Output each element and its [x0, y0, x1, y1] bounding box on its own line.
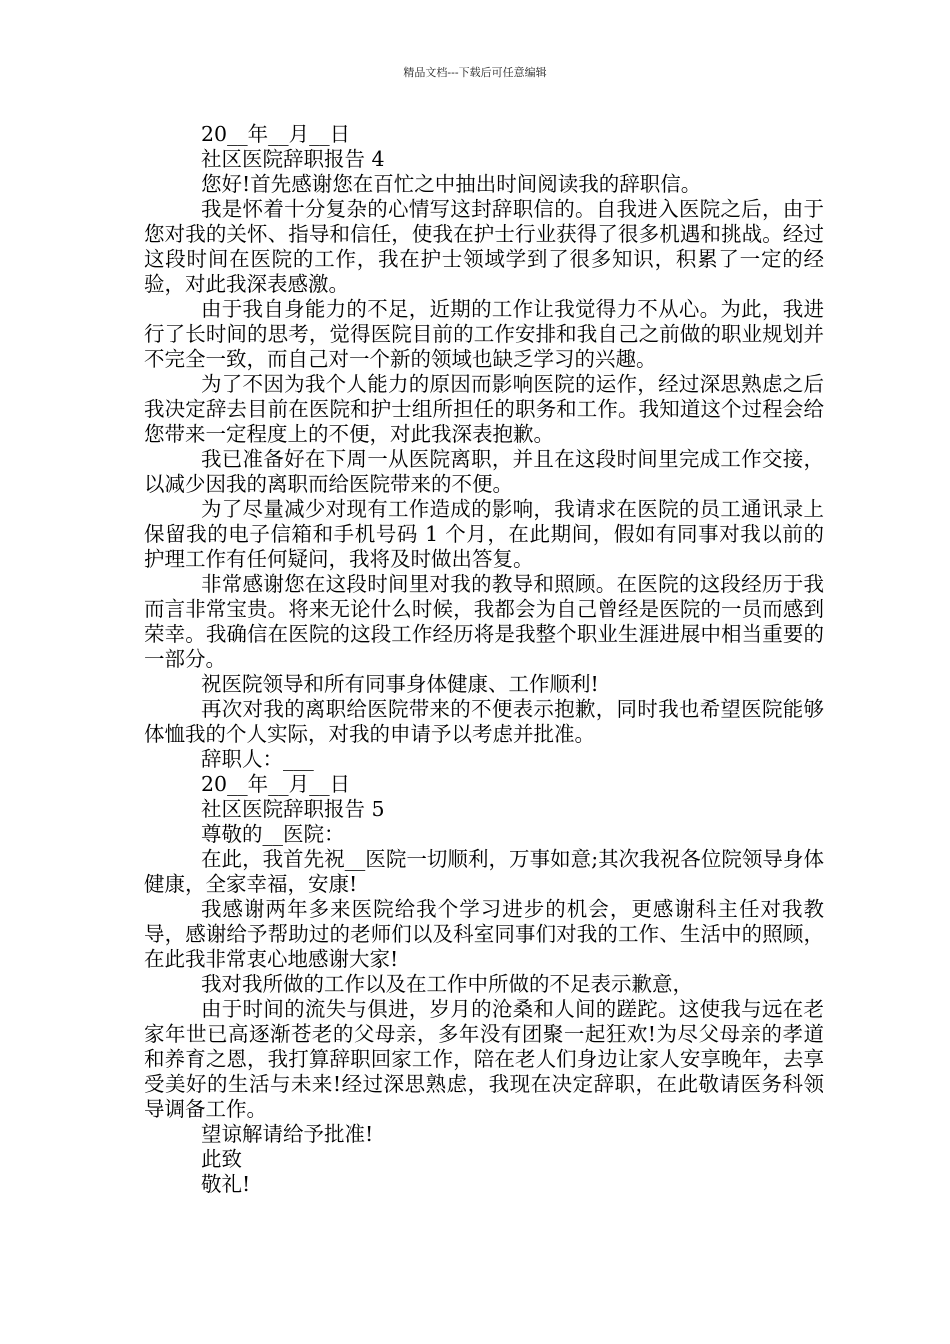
paragraph: 在此，我首先祝__医院一切顺利，万事如意;其次我祝各位院领导身体健康，全家幸福，安康!: [144, 847, 824, 896]
document-body: [144, 122, 824, 1197]
paragraph: 辞职人：___: [201, 747, 314, 771]
paragraph: 我已准备好在下周一从医院离职，并且在这段时间里完成工作交接，以减少因我的离职而给医院带来的不便。: [144, 447, 824, 496]
paragraph: 20__年__月__日: [201, 122, 351, 146]
paragraph: 社区医院辞职报告 5: [201, 797, 385, 821]
paragraph: 20__年__月__日: [201, 772, 351, 796]
paragraph: 为了尽量减少对现有工作造成的影响，我请求在医院的员工通讯录上保留我的电子信箱和手机号码 1 个月，在此期间，假如有同事对我以前的护理工作有任何疑问，我将及时做出答复。: [144, 497, 824, 571]
paragraph: 尊敬的__医院：: [201, 822, 345, 846]
paragraph: 再次对我的离职给医院带来的不便表示抱歉，同时我也希望医院能够体恤我的个人实际，对我的申请予以考虑并批准。: [144, 697, 824, 746]
paragraph: 望谅解请给予批准!: [201, 1122, 374, 1146]
paragraph: 我对我所做的工作以及在工作中所做的不足表示歉意，: [201, 972, 693, 996]
page-header: 精品文档---下载后可任意编辑: [403, 66, 547, 79]
paragraph: 祝医院领导和所有同事身体健康、工作顺利!: [201, 672, 599, 696]
paragraph: 由于时间的流失与俱进，岁月的沧桑和人间的蹉跎。这使我与远在老家年世已高逐渐苍老的父母亲，多年没有团聚一起狂欢!为尽父母亲的孝道和养育之恩，我打算辞职回家工作，陪在老人们身边让家人安享晚年，去享受美好的生活与未来!经过深思熟虑，我现在决定辞职，在此敬请医务科领导调备工作。: [144, 997, 824, 1121]
paragraph: 由于我自身能力的不足，近期的工作让我觉得力不从心。为此，我进行了长时间的思考，觉得医院目前的工作安排和我自己之前做的职业规划并不完全一致，而自己对一个新的领域也缺乏学习的兴趣。: [144, 297, 824, 371]
paragraph: 我感谢两年多来医院给我个学习进步的机会，更感谢科主任对我教导，感谢给予帮助过的老师们以及科室同事们对我的工作、生活中的照顾，在此我非常衷心地感谢大家!: [144, 897, 824, 971]
paragraph: 您好!首先感谢您在百忙之中抽出时间阅读我的辞职信。: [201, 172, 702, 196]
paragraph: 我是怀着十分复杂的心情写这封辞职信的。自我进入医院之后，由于您对我的关怀、指导和信任，使我在护士行业获得了很多机遇和挑战。经过这段时间在医院的工作，我在护士领域学到了很多知识，积累了一定的经验，对此我深表感激。: [144, 197, 824, 296]
paragraph: 敬礼!: [201, 1172, 251, 1196]
paragraph: 社区医院辞职报告 4: [201, 147, 385, 171]
paragraph: 此致: [201, 1147, 242, 1171]
paragraph: 非常感谢您在这段时间里对我的教导和照顾。在医院的这段经历于我而言非常宝贵。将来无论什么时候，我都会为自己曾经是医院的一员而感到荣幸。我确信在医院的这段工作经历将是我整个职业生涯进展中相当重要的一部分。: [144, 572, 824, 671]
paragraph: 为了不因为我个人能力的原因而影响医院的运作，经过深思熟虑之后我决定辞去目前在医院和护士组所担任的职务和工作。我知道这个过程会给您带来一定程度上的不便，对此我深表抱歉。: [144, 372, 824, 446]
